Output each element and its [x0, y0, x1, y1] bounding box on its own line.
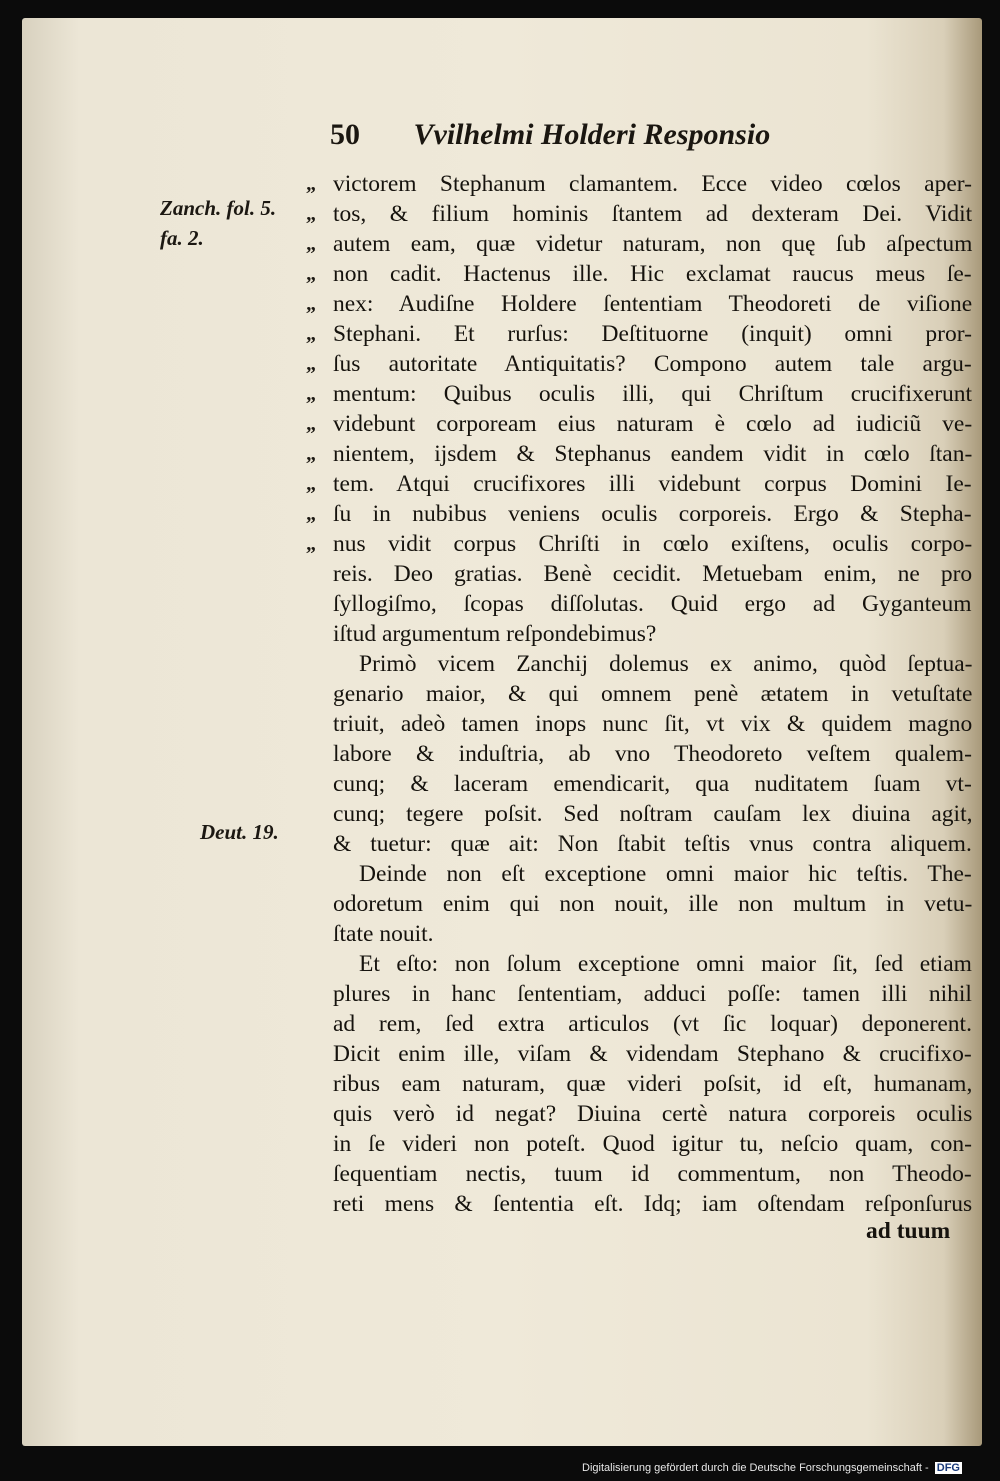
- text-line: genario maior, & qui omnem penè ætatem in vetuſtate: [333, 681, 973, 707]
- text-line: ſu in nubibus veniens oculis corporeis. Ergo & Stepha-: [333, 501, 972, 527]
- text-line: ſequentiam nectis, tuum id commentum, non Theodo-: [333, 1161, 972, 1187]
- text-line: plures in hanc ſententiam, adduci poſſe: tamen illi nihil: [333, 981, 972, 1007]
- text-line: tos, & filium hominis ſtantem ad dexteram Dei. Vidit: [333, 201, 973, 227]
- running-title: Vvilhelmi Holderi Responsio: [413, 118, 771, 151]
- page-number: 50: [330, 118, 360, 151]
- quotation-mark: „: [306, 173, 316, 195]
- quotation-mark: „: [306, 203, 316, 225]
- digitization-credit: [582, 1462, 962, 1474]
- text-line: Deinde non eſt exceptione omni maior hic teſtis. The-: [359, 861, 972, 887]
- text-line: Dicit enim ille, viſam & videndam Stephano & crucifixo-: [333, 1041, 972, 1067]
- text-line: iſtud argumentum reſpondebimus?: [333, 621, 657, 647]
- dfg-logo: DFG: [936, 1462, 960, 1474]
- text-line: & tuetur: quæ ait: Non ſtabit teſtis vnus contra aliquem.: [333, 831, 972, 857]
- text-line: nientem, ijsdem & Stephanus eandem vidit in cœlo ſtan-: [333, 441, 973, 467]
- text-line: Primò vicem Zanchij dolemus ex animo, quòd ſeptua-: [359, 651, 973, 677]
- text-line: videbunt corpoream eius naturam è cœlo ad iudiciũ ve-: [333, 411, 973, 437]
- text-line: nus vidit corpus Chriſti in cœlo exiſtens, oculis corpo-: [333, 531, 973, 557]
- quotation-mark: „: [306, 413, 316, 435]
- text-line: in ſe videri non poteſt. Quod igitur tu, neſcio quam, con-: [333, 1131, 972, 1157]
- quotation-mark: „: [306, 443, 316, 465]
- quotation-mark: „: [306, 353, 316, 375]
- margin-note: fa. 2.: [160, 226, 204, 250]
- text-line: labore & induſtria, ab vno Theodoreto veſtem qualem-: [333, 741, 972, 767]
- text-line: cunq; & laceram emendicarit, qua nuditatem ſuam vt-: [333, 771, 972, 797]
- text-line: non cadit. Hactenus ille. Hic exclamat raucus meus ſe-: [333, 261, 972, 287]
- quotation-mark: „: [306, 383, 316, 405]
- quotation-mark: „: [306, 533, 316, 555]
- text-line: autem eam, quæ videtur naturam, non quę ſub aſpectum: [333, 231, 973, 257]
- text-line: odoretum enim qui non nouit, ille non multum in vetu-: [333, 891, 973, 917]
- quotation-mark: „: [306, 293, 316, 315]
- quotation-mark: „: [306, 233, 316, 255]
- text-line: ſus autoritate Antiquitatis? Compono autem tale argu-: [333, 351, 972, 377]
- text-line: tem. Atqui crucifixores illi videbunt corpus Domini Ie-: [333, 471, 972, 497]
- text-line: nex: Audiſne Holdere ſententiam Theodoreti de viſione: [333, 291, 973, 317]
- margin-note: Zanch. fol. 5.: [160, 196, 277, 220]
- text-line: victorem Stephanum clamantem. Ecce video cœlos aper-: [333, 171, 972, 197]
- text-line: mentum: Quibus oculis illi, qui Chriſtum crucifixerunt: [333, 381, 973, 407]
- text-line: ſyllogiſmo, ſcopas diſſolutas. Quid ergo ad Gyganteum: [333, 591, 972, 617]
- text-line: ſtate nouit.: [333, 921, 434, 947]
- text-line: Stephani. Et rurſus: Deſtituorne (inquit) omni pror-: [333, 321, 972, 347]
- quotation-mark: „: [306, 473, 316, 495]
- catchword: ad tuum: [866, 1218, 951, 1244]
- quotation-mark: „: [306, 263, 316, 285]
- quotation-mark: „: [306, 503, 316, 525]
- quotation-mark: „: [306, 323, 316, 345]
- text-line: cunq; tegere poſsit. Sed noſtram cauſam lex diuina agit,: [333, 801, 973, 827]
- text-line: triuit, adeò tamen inops nunc ſit, vt vix & quidem magno: [333, 711, 973, 737]
- text-line: quis verò id negat? Diuina certè natura corporeis oculis: [333, 1101, 973, 1127]
- credit-text: Digitalisierung gefördert durch die Deutsche Forschungsgemeinschaft -: [582, 1462, 929, 1474]
- text-line: ad rem, ſed extra articulos (vt ſic loquar) deponerent.: [333, 1011, 972, 1037]
- text-line: Et eſto: non ſolum exceptione omni maior ſit, ſed etiam: [359, 951, 972, 977]
- text-line: reti mens & ſententia eſt. Idq; iam oſtendam reſponſurus: [333, 1191, 973, 1217]
- text-line: reis. Deo gratias. Benè cecidit. Metuebam enim, ne pro: [333, 561, 973, 587]
- margin-note: Deut. 19.: [200, 820, 279, 844]
- text-line: ribus eam naturam, quæ videri poſsit, id eſt, humanam,: [333, 1071, 973, 1097]
- page-header: [330, 118, 850, 168]
